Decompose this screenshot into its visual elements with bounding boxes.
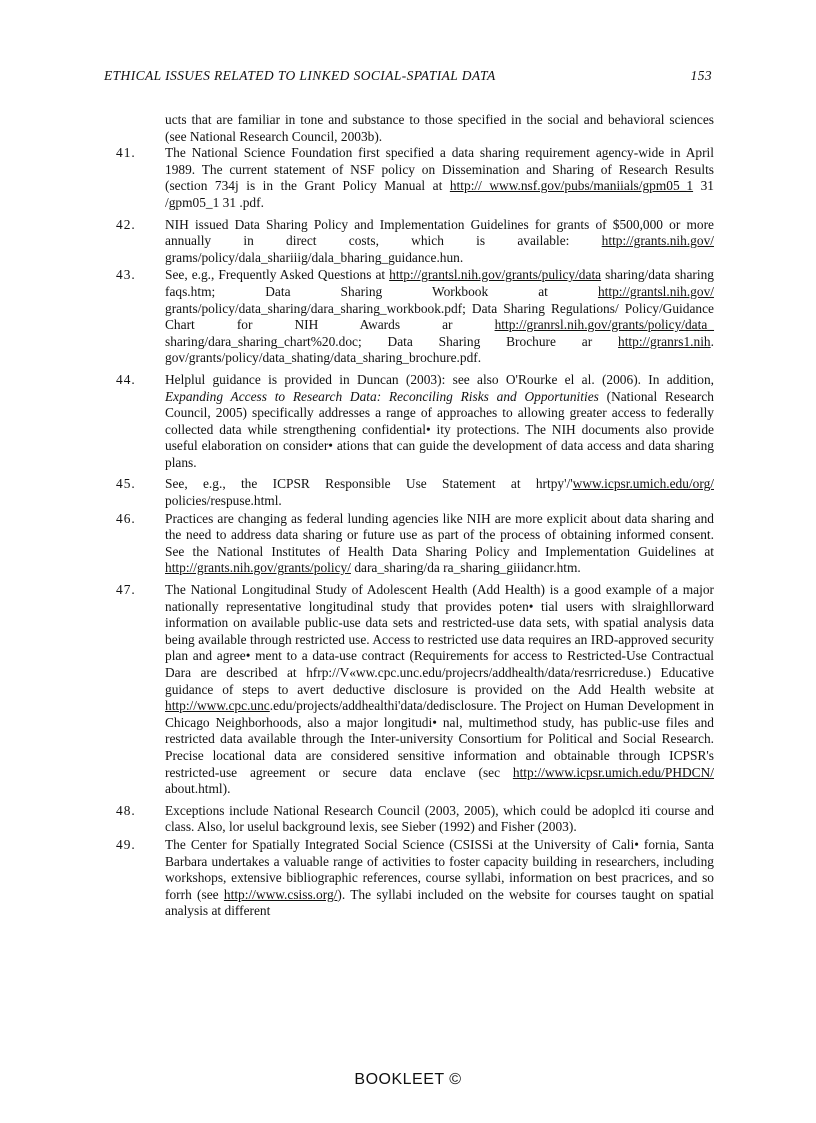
note-text [165,476,714,509]
note-link[interactable]: http://grantsl.nih.gov/ [597,283,714,299]
note-number: 45. [116,476,136,492]
note-link[interactable]: http://www.cpc.unc [165,698,270,714]
note-link[interactable]: http://grants.nih.gov/grants/policy/ [165,560,351,576]
note-text [165,372,714,472]
note-text-part: policies/respuse.html. [165,493,282,509]
running-header [104,68,712,84]
note-number: 46. [116,510,136,526]
note-text-part: 31 /gpm05_1 31 .pdf. [165,178,714,210]
note-text-part: The National Longitudinal Study of Adolescent Health (Add Health) is a good example of a major nationally representative longitudinal study that provides poten• tial users with slraighllorward information on available public-use data sets and restricted-use data sets, with spatial analysis data being available through restricted use. Access to restricted use data requires an IRD-approved security plan and agree• ment to a data-use contract (Requirements for access to Restricted-Use Contractual Dara are described at hfrp://V«ww.cpc.unc.edu/projecrs/addhealth/data/resrricreduse.) Educative guidance of steps to avert deductive disclosure is provided on the Add Health website at [165,582,714,697]
note-text-part: See, e.g., Frequently Asked Questions at [165,267,390,283]
note-link[interactable]: http://www.icpsr.umich.edu/PHDCN/ [512,764,714,780]
footer-watermark: BOOKLEET © [354,1071,462,1088]
note-text-part: about.html). [165,781,231,797]
page-number: 153 [690,68,712,83]
note-number: 42. [116,216,136,232]
note-text [165,582,714,798]
note-number: 44. [116,371,136,387]
note-text-part: . gov/grants/policy/data_shating/data_sharing_brochure.pdf. [165,333,714,366]
note-text-part: ). The syllabi included on the website for courses taught on spatial analysis at different [165,886,714,919]
note-49 [116,837,714,920]
note-number: 48. [116,802,136,818]
note-number: 49. [116,836,136,852]
note-47 [116,582,714,798]
note-link[interactable]: http://granrsl.nih.gov/grants/policy/data_ [494,317,714,333]
note-text [165,267,714,367]
note-text-part: (National Research Council, 2005) specifically addresses a range of approaches to allowing greater access to federally collected data while strengthening confidential• ity protections. The NIH documents also provide useful elaboration on consider• ations that can guide the development of data access and data sharing plans. [165,388,714,470]
note-link[interactable]: http://granrs1.nih [618,333,711,349]
note-text-part: The National Science Foundation first specified a data sharing requirement agency-wide in April 1989. The current statement of NSF policy on Dissemination and Sharing of Research Results (section 734j is in the Grant Policy Manual at [165,145,714,194]
note-text-part: grams/policy/dala_shariiig/dala_bharing_guidance.hun. [165,249,464,265]
note-text-part: sharing/data sharing faqs.htm; Data Sharing Workbook at [165,267,714,299]
note-text [165,217,714,267]
note-45 [116,476,714,509]
note-link[interactable]: http:// www.nsf.gov/pubs/maniials/gpm05_1 [449,178,694,194]
note-text [165,803,714,836]
note-text-part: grants/policy/data_sharing/dara_sharing_workbook.pdf; Data Sharing Regulations/ Policy/Guidance Chart for NIH Awards ar [165,300,714,333]
running-title: ETHICAL ISSUES RELATED TO LINKED SOCIAL-SPATIAL DATA [104,68,496,83]
note-continuation: ucts that are familiar in tone and substance to those specified in the social and behavioral sciences (see National Research Council, 2003b). [165,112,714,144]
endnotes [116,112,714,921]
note-text-part: See, e.g., the ICPSR Responsible Use Statement at hrtpy'/' [165,476,573,492]
book-title: Expanding Access to Research Data: Reconciling Risks and Opportunities [165,388,599,404]
note-text-part: .edu/projects/addhealthi'data/dedisclosure. The Project on Human Development in Chicago Neighborhoods, also a major longitudi• nal, multimethod study, has public-use files and restricted data available through the Inter-university Consortium for Political and Social Research. Precise locational data are considered sensitive information and obtainable through ICPSR's restricted-use agreement or secure data enclave (sec [165,698,714,780]
note-link[interactable]: http://www.csiss.org/ [223,886,338,902]
note-text-part: The Center for Spatially Integrated Social Science (CSISSi at the University of Cali• fornia, Santa Barbara undertakes a valuable range of activities to foster capacity building in researchers, including workshops, extensive bibliographic references, course syllabi, information on best pracrices, and so forrh (see [165,836,714,902]
note-text-part: Practices are changing as federal lunding agencies like NIH are more explicit about data sharing and the need to address data sharing or future use as part of the process of obtaining informed consent. See the National Institutes of Health Data Sharing Policy and Implementation Guidelines at [165,510,714,559]
note-text [165,145,714,211]
note-43 [116,267,714,367]
note-number: 41. [116,145,136,161]
note-41 [116,145,714,211]
note-text-part: Helplul guidance is provided in Duncan (2003): see also O'Rourke el al. (2006). In addition, [165,371,714,387]
note-48 [116,803,714,836]
note-text-part: Exceptions include National Research Council (2003, 2005), which could be adoplcd iti course and class. Also, lor uselul background lexis, see Sieber (1992) and Fisher (2003). [165,802,714,835]
note-text-part: NIH issued Data Sharing Policy and Implementation Guidelines for grants of $500,000 or more annually in direct costs, which is available: [165,216,714,249]
note-text [165,511,714,577]
note-number: 47. [116,582,136,598]
note-number: 43. [116,267,136,283]
note-42 [116,217,714,267]
note-text [165,837,714,920]
note-text-part: dara_sharing/da ra_sharing_giiidancr.htm. [350,560,581,576]
note-link[interactable]: http://grantsl.nih.gov/grants/pulicy/data [389,267,602,283]
note-46 [116,511,714,577]
note-link[interactable]: http://grants.nih.gov/ [601,233,714,249]
note-link[interactable]: www.icpsr.umich.edu/org/ [572,476,714,492]
note-44 [116,372,714,472]
note-text-part: sharing/dara_sharing_chart%20.doc; Data Sharing Brochure ar [165,333,619,349]
